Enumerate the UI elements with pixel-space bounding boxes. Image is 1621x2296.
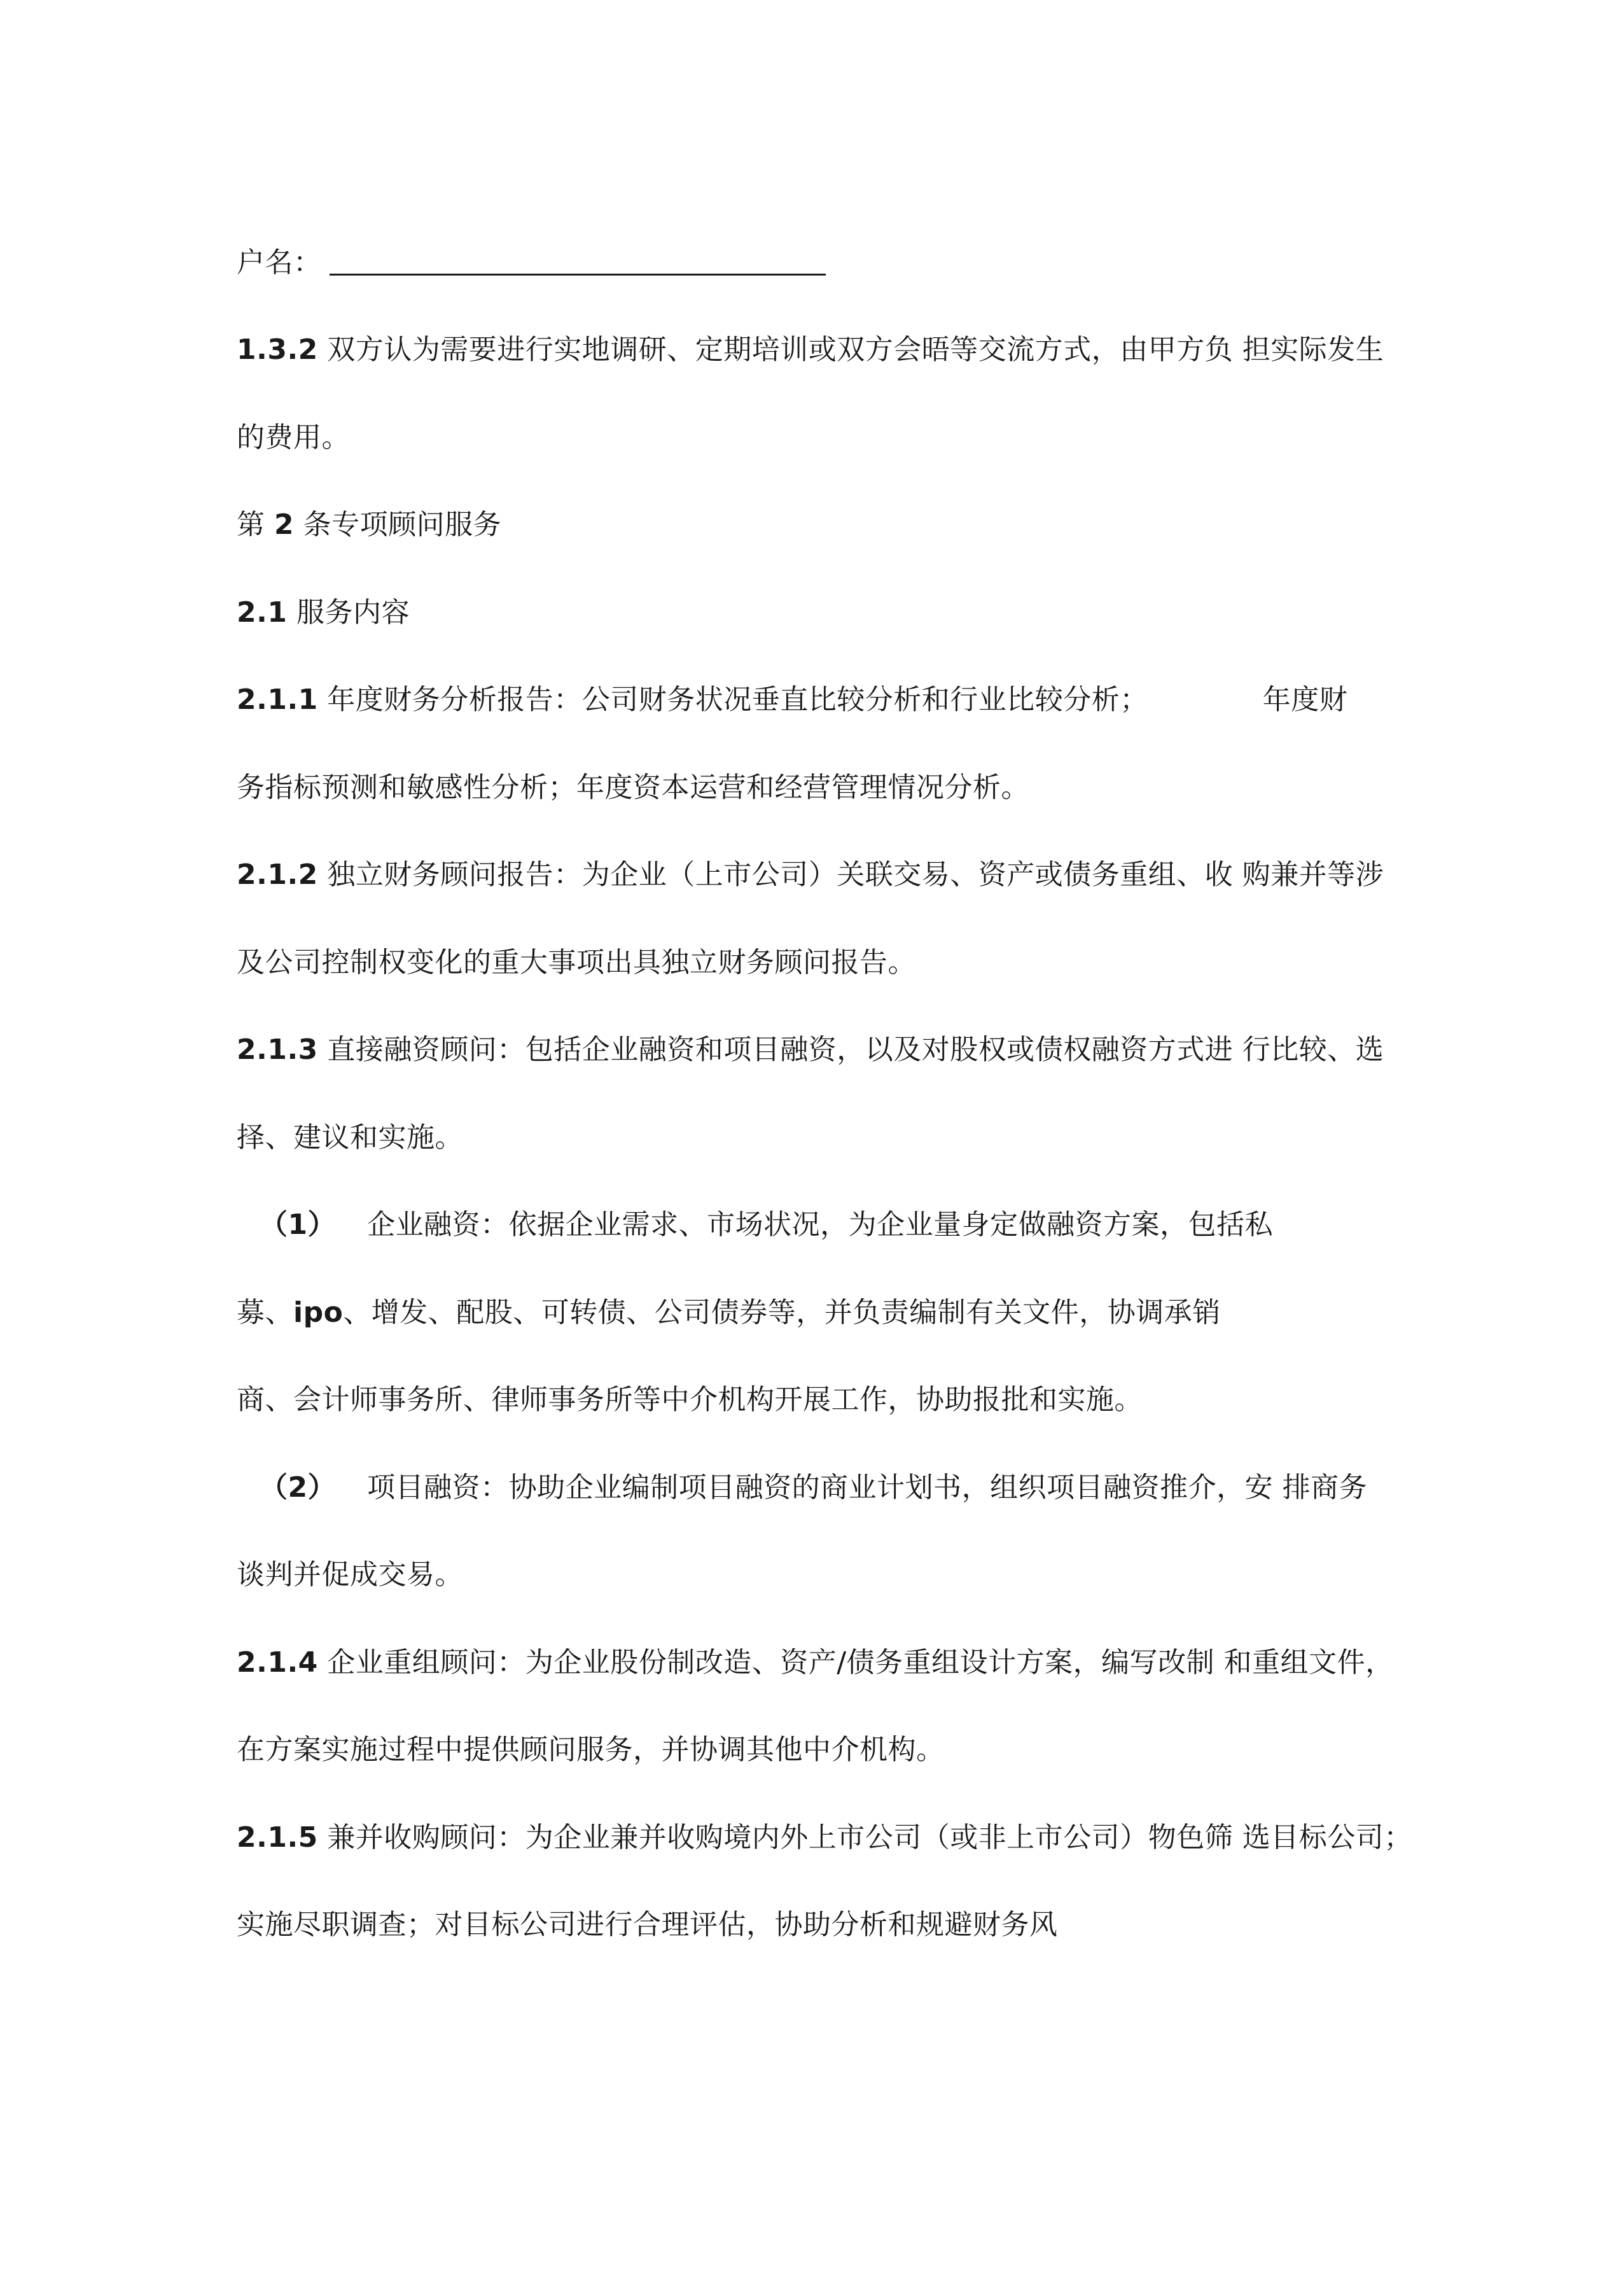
clause-2-1-2 [237, 856, 1384, 894]
clause-number: 2.1.1 [237, 683, 318, 716]
paragraph-line [237, 1381, 1143, 1419]
clause-number: 2.1.4 [237, 1646, 318, 1679]
clause-number: 2.1.2 [237, 858, 318, 891]
clause-2-1-3 [237, 1031, 1384, 1069]
clause-number: 2.1 [237, 596, 288, 629]
paragraph-line [237, 419, 350, 457]
section-2-1-heading [237, 594, 410, 632]
paragraph-line [237, 944, 916, 982]
paragraph-text: 及公司控制权变化的重大事项出具独立财务顾问报告。 [237, 946, 916, 979]
clause-number: 1.3.2 [237, 333, 318, 366]
clause-2-1-1 [237, 681, 1347, 719]
article-2-heading: 第 2 条专项顾问服务 [237, 508, 502, 541]
clause-number: 2.1.3 [237, 1033, 318, 1066]
paragraph-text: 谈判并促成交易。 [237, 1558, 463, 1591]
clause-text: 服务内容 [296, 596, 410, 629]
clause-text: 独立财务顾问报告：为企业（上市公司）关联交易、资产或债务重组、收 购兼并等涉 [327, 858, 1384, 891]
clause-text: 直接融资顾问：包括企业融资和项目融资，以及对股权或债权融资方式进 行比较、选 [327, 1033, 1384, 1066]
clause-2-1-5 [237, 1819, 1412, 1857]
article-number: 2 [274, 508, 295, 541]
clause-number: 2.1.5 [237, 1821, 318, 1854]
clause-text: 企业重组顾问：为企业股份制改造、资产/债务重组设计方案，编写改制 和重组文件， [327, 1646, 1394, 1679]
item-1-enterprise-financing [260, 1206, 1273, 1244]
clause-1-3-2 [237, 331, 1384, 369]
item-number: （2） [260, 1471, 337, 1504]
account-name-blank [330, 246, 826, 276]
paragraph-text: 商、会计师事务所、律师事务所等中介机构开展工作，协助报批和实施。 [237, 1383, 1143, 1416]
paragraph-line [237, 1731, 945, 1769]
paragraph-text: 务指标预测和敏感性分析；年度资本运营和经营管理情况分析。 [237, 771, 1029, 804]
clause-text: 年度财务分析报告：公司财务状况垂直比较分析和行业比较分析； [327, 683, 1148, 716]
clause-text-tail: 年度财 [1262, 683, 1348, 716]
paragraph-text: 的费用。 [237, 421, 350, 454]
paragraph-line [237, 1906, 1058, 1944]
item-2-project-financing [260, 1469, 1367, 1507]
account-name-line [237, 244, 826, 282]
item-text: 企业融资：依据企业需求、市场状况，为企业量身定做融资方案，包括私 [367, 1208, 1274, 1241]
paragraph-line [237, 1119, 463, 1157]
item-number: （1） [260, 1208, 337, 1241]
paragraph-line [237, 769, 1029, 807]
ipo-term: ipo [293, 1296, 344, 1329]
clause-text: 兼并收购顾问：为企业兼并收购境内外上市公司（或非上市公司）物色筛 选目标公司； [327, 1821, 1412, 1854]
paragraph-text: 在方案实施过程中提供顾问服务，并协调其他中介机构。 [237, 1733, 945, 1766]
paragraph-line: 募、ipo、增发、配股、可转债、公司债券等，并负责编制有关文件，协调承销 [237, 1296, 1221, 1329]
clause-2-1-4 [237, 1644, 1394, 1682]
paragraph-text: 实施尽职调查；对目标公司进行合理评估，协助分析和规避财务风 [237, 1908, 1058, 1941]
account-name-label: 户名： [237, 246, 322, 279]
paragraph-line [237, 1556, 463, 1594]
clause-text: 双方认为需要进行实地调研、定期培训或双方会晤等交流方式，由甲方负 担实际发生 [327, 333, 1384, 366]
paragraph-text: 择、建议和实施。 [237, 1121, 463, 1154]
item-text: 项目融资：协助企业编制项目融资的商业计划书，组织项目融资推介，安 排商务 [367, 1471, 1368, 1504]
